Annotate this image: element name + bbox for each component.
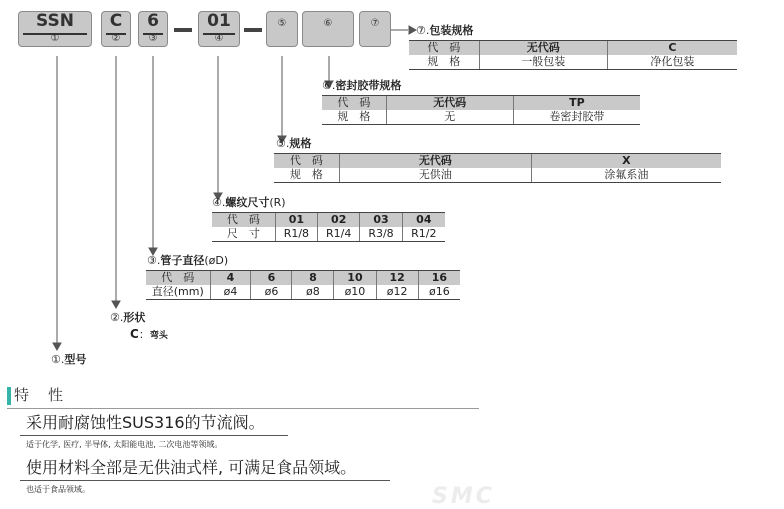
sec5-cell: 规 格 bbox=[274, 168, 339, 183]
arrow-1 bbox=[53, 343, 61, 350]
sec6-body-row bbox=[322, 110, 640, 125]
sec7-table bbox=[409, 40, 737, 70]
sec6-cell: TP bbox=[513, 96, 640, 111]
code-box-2 bbox=[101, 11, 131, 47]
sec2-item bbox=[130, 327, 168, 343]
sec3-title-suffix: (øD) bbox=[204, 254, 229, 267]
code-box-6 bbox=[302, 11, 354, 47]
sec7-title-text: 包装规格 bbox=[429, 24, 474, 37]
sec5-table bbox=[274, 153, 721, 183]
sec3-cell: 代 码 bbox=[146, 271, 210, 286]
code-box-4-code: 01 bbox=[207, 11, 231, 31]
code-box-2-code: C bbox=[109, 11, 123, 31]
sec2-item-text: 弯头 bbox=[149, 331, 168, 341]
sec4-title bbox=[212, 196, 286, 210]
sec3-cell: ø8 bbox=[292, 285, 334, 300]
feature-2-sub: 也适于食品领域。 bbox=[26, 485, 90, 494]
sec5-cell: 无供油 bbox=[339, 168, 531, 183]
sec5-title-num: ⑤. bbox=[276, 137, 290, 150]
sec4-body-row bbox=[212, 227, 445, 242]
sec5-body-row bbox=[274, 168, 721, 183]
arrow-7 bbox=[409, 26, 416, 34]
sec1-title-text: 型号 bbox=[64, 353, 87, 366]
sec3-cell: ø16 bbox=[418, 285, 460, 300]
code-box-1-number: ① bbox=[50, 33, 60, 44]
sec5-title bbox=[276, 137, 311, 151]
sec7-cell: C bbox=[607, 41, 737, 56]
code-box-3-number: ③ bbox=[148, 33, 158, 44]
sec6-cell: 无代码 bbox=[386, 96, 513, 111]
feature-2-main: 使用材料全部是无供油式样, 可满足食品领域。 bbox=[26, 458, 357, 477]
sec2-item-code: C bbox=[130, 327, 139, 341]
sec2-item-sep: ： bbox=[138, 328, 150, 341]
features-divider bbox=[7, 408, 479, 409]
sec6-cell: 卷密封胶带 bbox=[513, 110, 640, 125]
sec5-cell: 涂氟系油 bbox=[531, 168, 721, 183]
sec2-title-text: 形状 bbox=[123, 311, 146, 324]
code-box-5-number: ⑤ bbox=[277, 18, 287, 29]
feature-2-underline bbox=[20, 480, 390, 481]
sec3-title-num: ③. bbox=[147, 254, 161, 267]
separator-dash-2 bbox=[244, 28, 262, 32]
sec6-cell: 无 bbox=[386, 110, 513, 125]
features-accent-bar bbox=[7, 387, 11, 405]
sec7-cell: 净化包装 bbox=[607, 55, 737, 70]
sec4-cell: 01 bbox=[275, 213, 317, 228]
sec6-title-text: 密封胶带规格 bbox=[335, 79, 402, 92]
code-box-7 bbox=[359, 11, 391, 47]
sec2-title bbox=[110, 311, 145, 325]
sec7-title bbox=[416, 24, 473, 38]
sec4-cell: 04 bbox=[402, 213, 445, 228]
sec5-title-text: 规格 bbox=[289, 137, 312, 150]
code-box-4 bbox=[198, 11, 240, 47]
sec3-cell: 16 bbox=[418, 271, 460, 286]
sec6-title bbox=[322, 79, 401, 93]
sec3-cell: 10 bbox=[334, 271, 376, 286]
sec5-cell: 代 码 bbox=[274, 154, 339, 169]
sec4-table bbox=[212, 212, 445, 242]
sec3-cell: ø4 bbox=[210, 285, 251, 300]
sec4-cell: 代 码 bbox=[212, 213, 275, 228]
sec6-table bbox=[322, 95, 640, 125]
sec7-cell: 一般包装 bbox=[479, 55, 607, 70]
sec6-cell: 规 格 bbox=[322, 110, 386, 125]
code-box-7-number: ⑦ bbox=[370, 18, 380, 29]
code-box-1-code: SSN bbox=[36, 11, 74, 31]
sec7-cell: 代 码 bbox=[409, 41, 479, 56]
arrow-2 bbox=[112, 301, 120, 308]
sec5-header-row bbox=[274, 154, 721, 169]
sec6-cell: 代 码 bbox=[322, 96, 386, 111]
code-box-1 bbox=[18, 11, 92, 47]
sec7-header-row bbox=[409, 41, 737, 56]
sec7-body-row bbox=[409, 55, 737, 70]
sec5-cell: X bbox=[531, 154, 721, 169]
separator-dash-1 bbox=[174, 28, 192, 32]
sec4-cell: 02 bbox=[318, 213, 360, 228]
sec3-cell: 6 bbox=[251, 271, 292, 286]
sec4-cell: R1/2 bbox=[402, 227, 445, 242]
sec4-header-row bbox=[212, 213, 445, 228]
code-box-5 bbox=[266, 11, 298, 47]
sec3-cell: 8 bbox=[292, 271, 334, 286]
code-box-2-number: ② bbox=[111, 33, 121, 44]
feature-1-main: 采用耐腐蚀性SUS316的节流阀。 bbox=[26, 413, 265, 432]
sec7-title-num: ⑦. bbox=[416, 24, 430, 37]
sec6-title-num: ⑥. bbox=[322, 79, 336, 92]
code-box-3-code: 6 bbox=[147, 11, 159, 31]
sec4-cell: 尺 寸 bbox=[212, 227, 275, 242]
sec3-cell: ø12 bbox=[376, 285, 418, 300]
sec3-cell: ø6 bbox=[251, 285, 292, 300]
sec4-cell: R1/4 bbox=[318, 227, 360, 242]
watermark: SMC bbox=[432, 484, 495, 509]
feature-1-sub: 适于化学, 医疗, 半导体, 太阳能电池, 二次电池等领域。 bbox=[26, 440, 223, 449]
sec3-table bbox=[146, 270, 460, 300]
features-title: 特 性 bbox=[14, 386, 66, 404]
sec3-cell: 4 bbox=[210, 271, 251, 286]
sec3-title bbox=[147, 254, 228, 268]
sec3-cell: 12 bbox=[376, 271, 418, 286]
code-box-4-number: ④ bbox=[214, 33, 224, 44]
code-box-3 bbox=[138, 11, 168, 47]
sec4-cell: 03 bbox=[360, 213, 402, 228]
sec1-title bbox=[51, 353, 86, 367]
sec3-body-row bbox=[146, 285, 460, 300]
sec6-header-row bbox=[322, 96, 640, 111]
sec4-cell: R1/8 bbox=[275, 227, 317, 242]
sec1-title-num: ①. bbox=[51, 353, 65, 366]
code-box-6-number: ⑥ bbox=[323, 18, 333, 29]
sec2-title-num: ②. bbox=[110, 311, 124, 324]
sec4-title-suffix: (R) bbox=[269, 196, 286, 209]
sec7-cell: 规 格 bbox=[409, 55, 479, 70]
sec5-cell: 无代码 bbox=[339, 154, 531, 169]
sec3-cell: 直径(mm) bbox=[146, 285, 210, 300]
sec4-title-text: 螺纹尺寸 bbox=[225, 196, 270, 209]
sec4-title-num: ④. bbox=[212, 196, 226, 209]
sec4-cell: R3/8 bbox=[360, 227, 402, 242]
sec3-cell: ø10 bbox=[334, 285, 376, 300]
sec3-title-text: 管子直径 bbox=[160, 254, 205, 267]
sec7-cell: 无代码 bbox=[479, 41, 607, 56]
feature-1-underline bbox=[20, 435, 288, 436]
sec3-header-row bbox=[146, 271, 460, 286]
